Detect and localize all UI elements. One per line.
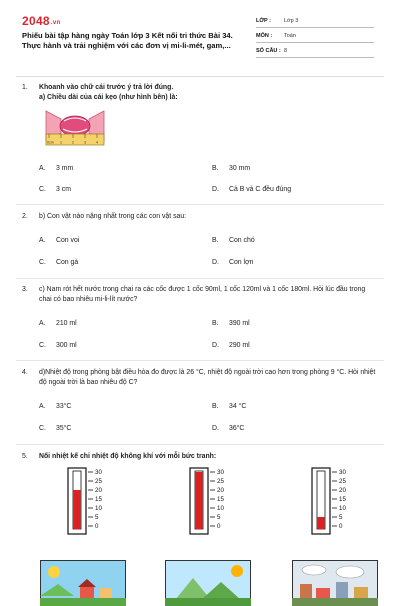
option-letter: A. [39, 165, 46, 172]
option-text: 3 cm [56, 186, 71, 193]
option-text: 30 mm [229, 165, 251, 172]
divider [256, 42, 374, 43]
option-1c[interactable] [39, 186, 71, 193]
scale-label: 10 [217, 505, 224, 513]
question-number: 2. [22, 213, 28, 220]
option-letter: B. [212, 237, 219, 244]
subject-value: Toán [284, 33, 296, 39]
thermometer-2[interactable] [188, 466, 248, 538]
scale-label: 0 [217, 523, 221, 531]
option-letter: B. [212, 320, 219, 327]
question-number: 5. [22, 453, 28, 460]
scene-image-3[interactable] [292, 560, 378, 606]
scale-label: 20 [217, 487, 224, 495]
option-text: 210 ml [56, 320, 77, 327]
ruler-label-2: 2 [72, 140, 74, 145]
scale-label: 0 [339, 523, 343, 531]
option-letter: C. [39, 259, 46, 266]
question-count-label: SỐ CÂU : [256, 48, 281, 54]
option-text: Con voi [56, 237, 80, 244]
thermometer-mercury [318, 517, 325, 529]
thermometer-1[interactable] [66, 466, 126, 538]
question-divider [16, 444, 384, 445]
option-letter: A. [39, 403, 46, 410]
option-letter: D. [212, 342, 219, 349]
logo-text: 2048 [22, 14, 50, 28]
thermo-group [312, 468, 346, 534]
question-number: 3. [22, 286, 28, 293]
option-text: 33°C [56, 403, 72, 410]
ruler-label-3: 3 [84, 140, 86, 145]
worksheet-title: Phiếu bài tập hàng ngày Toán lớp 3 Kết nối tri thức Bài 34. Thực hành và trải nghiệm với các đơn vị mi-li-mét, gam,... [22, 31, 233, 50]
scale-label: 5 [217, 514, 221, 522]
option-letter: A. [39, 320, 46, 327]
scene-image-2[interactable] [165, 560, 251, 606]
divider [256, 27, 374, 28]
option-1d[interactable] [212, 186, 291, 193]
question-divider [16, 278, 384, 279]
option-letter: C. [39, 342, 46, 349]
ruler-label-1: 1 [60, 140, 62, 145]
option-text: 34 °C [229, 403, 247, 410]
option-text: Cả B và C đều đúng [229, 186, 292, 193]
thermo-group [190, 468, 224, 534]
option-text: Con lợn [229, 259, 254, 266]
question-text: Nối nhiệt kế chỉ nhiệt độ không khí với mỗi bức tranh: [39, 453, 217, 460]
candy-ruler-image [44, 103, 106, 147]
option-2c[interactable] [39, 259, 78, 266]
option-3b[interactable] [212, 320, 250, 327]
scale-label: 25 [217, 478, 224, 486]
option-letter: C. [39, 186, 46, 193]
question-text: c) Nam rót hết nước trong chai ra các cốc được 1 cốc 90ml, 1 cốc 120ml và 1 cốc 180ml. Hỏi lúc đầu trong chai có bao nhiêu mi-li-lít nước? [39, 286, 366, 303]
scale-label: 20 [339, 487, 346, 495]
question-divider [16, 360, 384, 361]
scene-image-1[interactable] [40, 560, 126, 606]
worksheet-header [0, 0, 400, 76]
grade-label: LỚP : [256, 18, 271, 24]
subject-label: MÔN : [256, 33, 273, 39]
scale-label: 20 [95, 487, 102, 495]
ruler-label-0: 0cm [47, 140, 54, 145]
scale-label: 30 [95, 469, 102, 477]
option-text: 300 ml [56, 342, 77, 349]
option-text: 290 ml [229, 342, 250, 349]
scale-label: 15 [217, 496, 224, 504]
scale-label: 0 [95, 523, 99, 531]
option-3a[interactable] [39, 320, 77, 327]
option-1a[interactable] [39, 165, 73, 172]
option-text: 35°C [56, 425, 72, 432]
option-letter: C. [39, 425, 46, 432]
option-letter: D. [212, 186, 219, 193]
question-count-value: 8 [284, 48, 288, 54]
question-number: 1. [22, 84, 28, 91]
question-text: Khoanh vào chữ cái trước ý trả lời đúng. [39, 84, 174, 91]
option-letter: B. [212, 403, 219, 410]
thermo-group [68, 468, 102, 534]
option-4c[interactable] [39, 425, 71, 432]
option-text: 3 mm [56, 165, 74, 172]
scale-label: 15 [95, 496, 102, 504]
scale-label: 25 [339, 478, 346, 486]
ruler-label-4: 4 [96, 140, 98, 145]
scale-label: 15 [339, 496, 346, 504]
sub-question-text: a) Chiều dài của cái kẹo (như hình bên) là: [39, 94, 178, 101]
option-3d[interactable] [212, 342, 250, 349]
option-2a[interactable] [39, 237, 79, 244]
scale-label: 30 [217, 469, 224, 477]
question-text: b) Con vật nào nặng nhất trong các con vật sau: [39, 213, 187, 220]
question-number: 4. [22, 369, 28, 376]
header-divider [16, 76, 384, 77]
option-2b[interactable] [212, 237, 255, 244]
divider [256, 57, 374, 58]
scale-label: 10 [339, 505, 346, 513]
grade-value: Lớp 3 [284, 18, 299, 24]
thermometer-3[interactable] [310, 466, 370, 538]
option-2d[interactable] [212, 259, 253, 266]
option-4a[interactable] [39, 403, 71, 410]
option-letter: B. [212, 165, 219, 172]
question-1-subtext [39, 94, 178, 101]
option-text: Con gà [56, 259, 79, 266]
option-text: 390 ml [229, 320, 250, 327]
option-text: 36°C [229, 425, 245, 432]
thermometer-mercury [74, 490, 81, 529]
option-4d[interactable] [212, 425, 244, 432]
scale-label: 5 [339, 514, 343, 522]
option-letter: D. [212, 425, 219, 432]
question-text: d)Nhiệt độ trong phòng bật điều hòa đo được là 26 °C, nhiệt độ ngoài trời cao hơn trong phòng 9 °C. Hỏi nhiệt độ ngoài trời là bao nhiêu độ C? [39, 369, 376, 386]
option-letter: A. [39, 237, 46, 244]
logo-suffix: .vn [50, 20, 61, 26]
scale-label: 10 [95, 505, 102, 513]
option-text: Con chó [229, 237, 255, 244]
scale-label: 25 [95, 478, 102, 486]
option-3c[interactable] [39, 342, 77, 349]
option-letter: D. [212, 259, 219, 266]
question-divider [16, 204, 384, 205]
site-logo[interactable] [22, 14, 60, 28]
option-4b[interactable] [212, 403, 246, 410]
option-1b[interactable] [212, 165, 250, 172]
scale-label: 5 [95, 514, 99, 522]
thermometer-mercury [196, 472, 203, 529]
scale-label: 30 [339, 469, 346, 477]
